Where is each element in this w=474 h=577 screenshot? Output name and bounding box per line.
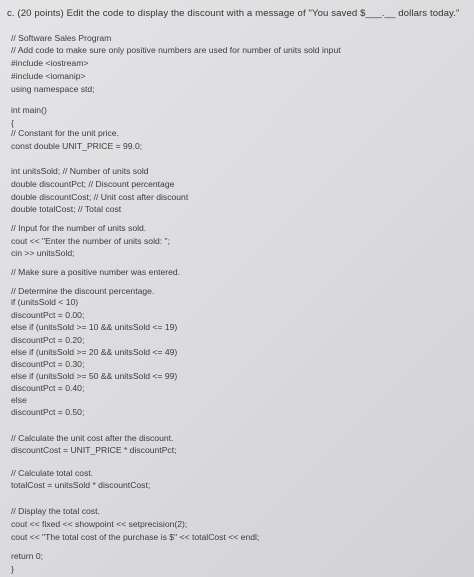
code-line: double totalCost; // Total cost [11, 204, 122, 214]
code-line: // Display the total cost. [11, 506, 100, 516]
code-line: double discountPct; // Discount percentage [11, 179, 175, 189]
code-line: cout << "Enter the number of units sold: "; [11, 236, 170, 246]
code-line: cout << "The total cost of the purchase is $" << totalCost << endl; [11, 532, 260, 542]
code-line: return 0; [11, 551, 44, 561]
code-line: discountPct = 0.20; [11, 335, 85, 345]
code-line: // Determine the discount percentage. [11, 286, 155, 296]
code-line: // Add code to make sure only positive numbers are used for number of units sold input [11, 45, 341, 55]
code-line: discountPct = 0.00; [11, 310, 85, 320]
code-line: discountPct = 0.30; [11, 359, 85, 369]
code-line: double discountCost; // Unit cost after discount [11, 192, 189, 202]
question-header: c. (20 points) Edit the code to display the discount with a message of "You saved $___.__ dollars today." [7, 8, 460, 19]
code-line: #include <iostream> [11, 58, 89, 68]
code-line: else if (unitsSold >= 10 && unitsSold <= 19) [11, 322, 178, 332]
code-line: cout << fixed << showpoint << setprecision(2); [11, 519, 188, 529]
code-line: discountPct = 0.40; [11, 383, 85, 393]
code-line: using namespace std; [11, 84, 95, 94]
code-line: int unitsSold; // Number of units sold [11, 166, 149, 176]
code-line: else if (unitsSold >= 50 && unitsSold <= 99) [11, 371, 178, 381]
code-line: const double UNIT_PRICE = 99.0; [11, 141, 143, 151]
code-line: // Calculate the unit cost after the discount. [11, 433, 174, 443]
code-line: else if (unitsSold >= 20 && unitsSold <= 49) [11, 347, 178, 357]
code-line: { [11, 118, 14, 128]
code-line: if (unitsSold < 10) [11, 297, 79, 307]
code-line: discountPct = 0.50; [11, 407, 85, 417]
code-line: // Input for the number of units sold. [11, 223, 147, 233]
code-line: // Software Sales Program [11, 33, 112, 43]
code-line: } [11, 564, 14, 574]
code-line: // Calculate total cost. [11, 468, 94, 478]
code-line: totalCost = unitsSold * discountCost; [11, 480, 151, 490]
code-line: discountCost = UNIT_PRICE * discountPct; [11, 445, 177, 455]
code-line: #include <iomanip> [11, 71, 86, 81]
code-line: else [11, 395, 27, 405]
code-line: int main() [11, 105, 47, 115]
code-line: cin >> unitsSold; [11, 248, 75, 258]
code-line: // Make sure a positive number was entered. [11, 267, 181, 277]
code-line: // Constant for the unit price. [11, 128, 119, 138]
